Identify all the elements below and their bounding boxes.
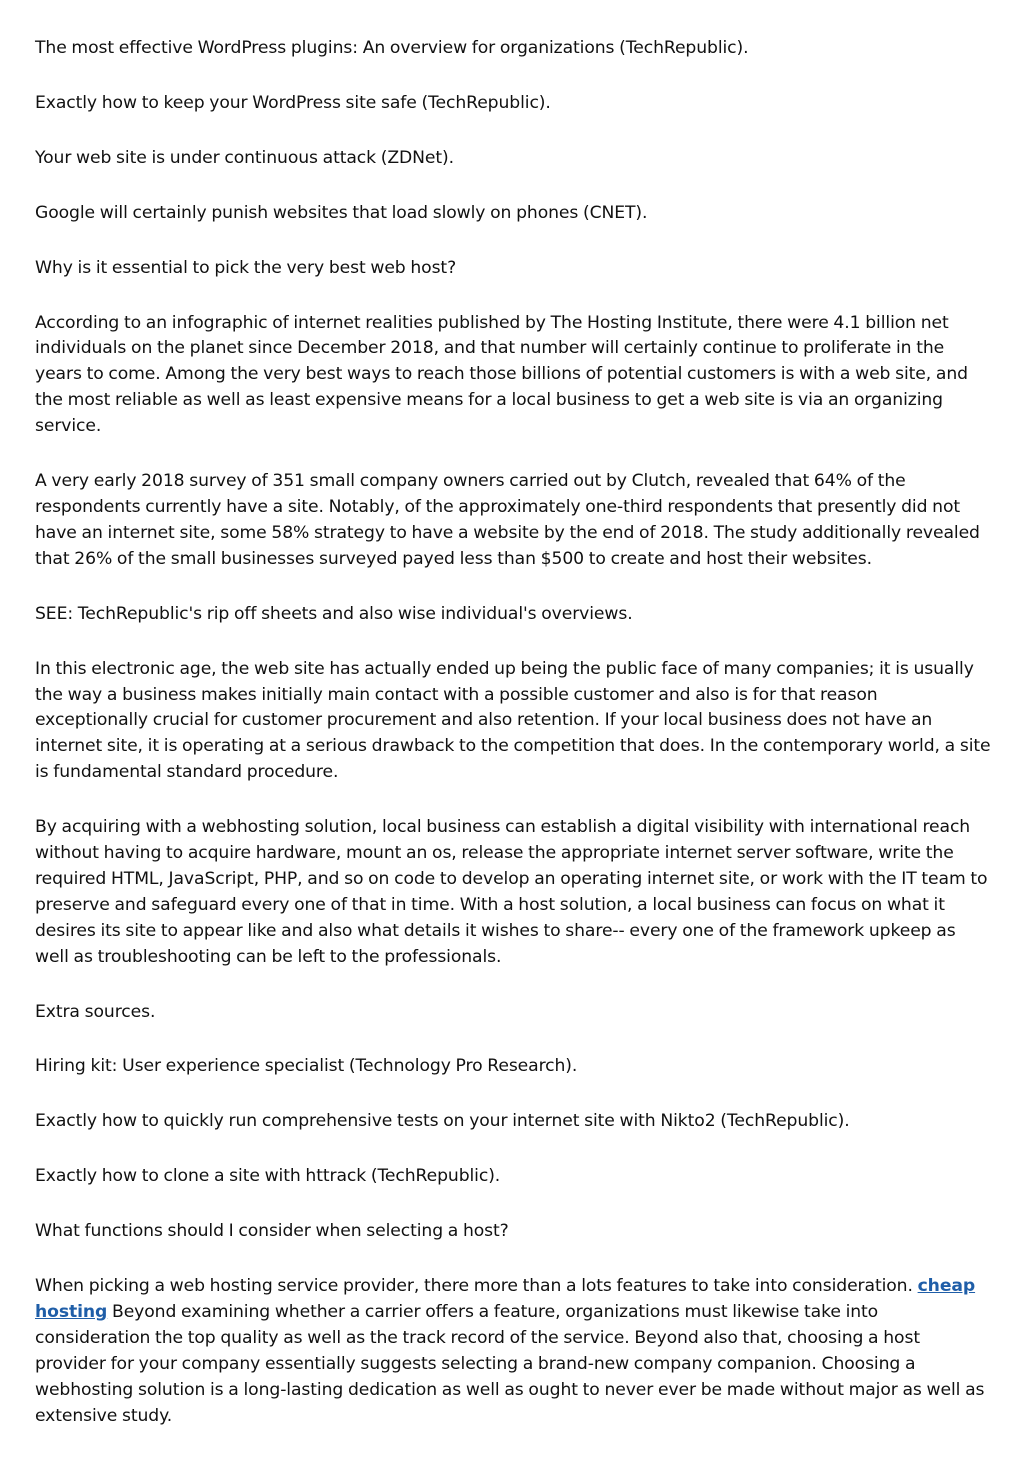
paragraph: Exactly how to keep your WordPress site safe (TechRepublic). — [35, 92, 551, 113]
paragraph: Exactly how to quickly run comprehensive tests on your internet site with Nikto2 (TechRepublic). — [35, 1111, 850, 1132]
paragraph: The most effective WordPress plugins: An overview for organizations (TechRepublic). — [35, 38, 749, 58]
paragraph: By acquiring with a webhosting solution, local business can establish a digital visibility with international reach without having to acquire hardware, mount an os, release the appropriate internet server software, write the required HTML, JavaScript, PHP, and so on code to develop an operating internet site, or work with the IT team to preserve and safeguard every one of that in time. With a host solution, a local business can focus on what it desires its site to appear like and also what details it wishes to share-- every one of the framework upkeep as well as troubleshooting can be left to the professionals. — [35, 817, 988, 967]
paragraph: What functions should I consider when selecting a host? — [35, 1221, 509, 1242]
paragraph: A very early 2018 survey of 351 small company owners carried out by Clutch, revealed that 64% of the respondents currently have a site. Notably, of the approximately one-third respondents that presently did not have an internet site, some 58% strategy to have a website by the end of 2018. The study additionally revealed that 26% of the small businesses surveyed payed less than $500 to create and host their websites. — [35, 471, 980, 569]
document-body — [35, 36, 993, 1459]
paragraph: Hiring kit: User experience specialist (Technology Pro Research). — [35, 1056, 578, 1077]
paragraph: Exactly how to clone a site with httrack (TechRepublic). — [35, 1166, 501, 1187]
paragraph: Extra sources. — [35, 1001, 156, 1022]
paragraph: In this electronic age, the web site has actually ended up being the public face of many companies; it is usually the way a business makes initially main contact with a possible customer and also is for that reason exceptionally crucial for customer procurement and also retention. If your local business does not have an internet site, it is operating at a serious drawback to the competition that does. In the contemporary world, a site is fundamental standard procedure. — [35, 658, 991, 783]
cheap-hosting-link[interactable]: cheap hosting — [35, 1276, 976, 1322]
final-paragraph-text-after-link: Beyond examining whether a carrier offers a feature, organizations must likewise take into consideration the top quality as well as the track record of the service. Beyond also that, choosing a host provider for your company essentially suggests selecting a brand-new company companion. Choosing a webhosting solution is a long-lasting dedication as well as ought to never ever be made without major as well as extensive study. — [35, 1302, 985, 1426]
paragraph: Why is it essential to pick the very best web host? — [35, 257, 457, 278]
paragraph: According to an infographic of internet realities published by The Hosting Institute, there were 4.1 billion net individuals on the planet since December 2018, and that number will certainly continue to proliferate in the years to come. Among the very best ways to reach those billions of potential customers is with a web site, and the most reliable as well as least expensive means for a local business to get a web site is via an organizing service. — [35, 312, 968, 437]
paragraph: SEE: TechRepublic's rip off sheets and also wise individual's overviews. — [35, 603, 633, 624]
paragraph: Google will certainly punish websites that load slowly on phones (CNET). — [35, 202, 648, 223]
final-paragraph-text-before-link: When picking a web hosting service provider, there more than a lots features to take into consideration. — [35, 1276, 918, 1297]
final-paragraph — [35, 1274, 993, 1429]
paragraph: Your web site is under continuous attack (ZDNet). — [35, 147, 455, 168]
